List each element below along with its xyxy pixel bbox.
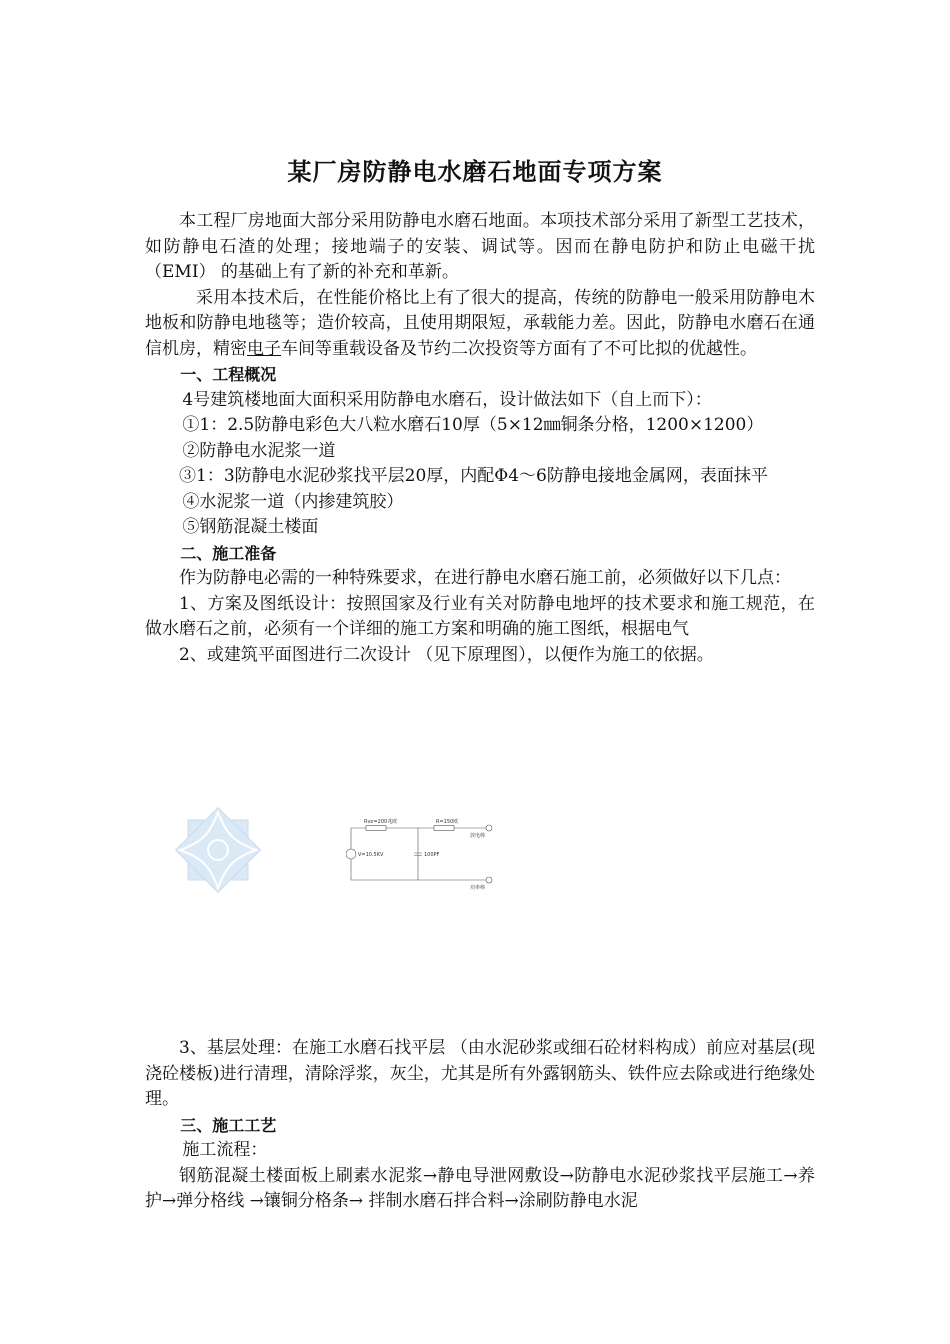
process-subheading: 施工流程： — [182, 1140, 268, 1160]
intro-paragraph-2 — [145, 286, 815, 363]
terminal-icon — [486, 825, 492, 831]
circuit-label-out1: 放电棒 — [470, 833, 486, 839]
electronics-link[interactable]: 电子 — [247, 338, 281, 359]
voltage-source-icon — [346, 849, 356, 859]
document-body-top — [145, 209, 815, 668]
watermark-logo — [158, 790, 278, 910]
intro-paragraph-2-text-a: 采用本技术后，在性能价格比上有了很大的提高，传统的防静电一般采用防静电木地板和防静电地毯等；造价较高，且使用期限短，承载能力差。因此，防静电水磨石在通信机房，精密 — [145, 287, 815, 359]
document-body-bottom — [145, 1036, 815, 1215]
circuit-diagram — [346, 818, 506, 890]
terminal-icon — [486, 877, 492, 883]
circuit-label-rvo: Rvo=200兆欧 — [364, 819, 398, 825]
overview-item-4: ④水泥浆一道（内掺建筑胶） — [182, 491, 404, 512]
section-heading-overview: 一、工程概况 — [180, 365, 277, 384]
overview-item-1: ①1：2.5防静电彩色大八粒水磨石10厚（5×12㎜铜条分格，1200×1200） — [182, 415, 764, 435]
resistor-r-icon — [434, 826, 454, 831]
section-heading-process: 三、施工工艺 — [180, 1115, 277, 1135]
preparation-intro: 作为防静电必需的一种特殊要求，在进行静电水磨石施工前，必须做好以下几点： — [179, 568, 791, 588]
overview-item-2: ②防静电水泥浆一道 — [182, 440, 336, 461]
page-title: 某厂房防静电水磨石地面专项方案 — [287, 158, 663, 186]
overview-item-3: ③1：3防静电水泥砂浆找平层20厚，内配Φ4～6防静电接地金属网，表面抹平 — [179, 466, 768, 486]
schematic-figure — [158, 790, 678, 910]
overview-item-5: ⑤钢筋混凝土楼面 — [182, 517, 319, 537]
overview-intro: 4号建筑楼地面大面积采用防静电水磨石，设计做法如下（自上而下）： — [182, 389, 712, 410]
circuit-label-c: 100PF — [424, 852, 440, 858]
resistor-rvo-icon — [366, 826, 386, 831]
intro-paragraph-1: 本工程厂房地面大部分采用防静电水磨石地面。本项技术部分采用了新型工艺技术，如防静电石渣的处理；接地端子的安装、调试等。因而在静电防护和防止电磁干扰（EMI） 的基础上有了新的补充和革新。 — [145, 211, 815, 282]
preparation-item-1: 1、方案及图纸设计：按照国家及行业有关对防静电地坪的技术要求和施工规范，在做水磨石之前，必须有一个详细的施工方案和明确的施工图纸，根据电气 — [145, 593, 815, 639]
circuit-label-v: V=10.5KV — [358, 852, 384, 858]
preparation-item-3: 3、基层处理：在施工水磨石找平层 （由水泥砂浆或细石砼材料构成）前应对基层(现浇砼楼板)进行清理，清除浮浆，灰尘，尤其是所有外露钢筋头、铁件应去除或进行绝缘处理。 — [145, 1038, 815, 1109]
intro-paragraph-2-text-b: 车间等重载设备及节约二次投资等方面有了不可比拟的优越性。 — [281, 338, 757, 359]
circuit-label-r: R=150欧 — [436, 819, 459, 825]
section-heading-preparation: 二、施工准备 — [180, 543, 277, 563]
circuit-label-out2: 功率棒 — [470, 885, 486, 890]
process-flow: 钢筋混凝土楼面板上刷素水泥浆→静电导泄网敷设→防静电水泥砂浆找平层施工→养护→弹分格线 →镶铜分格条→ 拌制水磨石拌合料→涂刷防静电水泥 — [145, 1165, 815, 1211]
preparation-item-2: 2、或建筑平面图进行二次设计 （见下原理图），以便作为施工的依据。 — [179, 644, 714, 665]
